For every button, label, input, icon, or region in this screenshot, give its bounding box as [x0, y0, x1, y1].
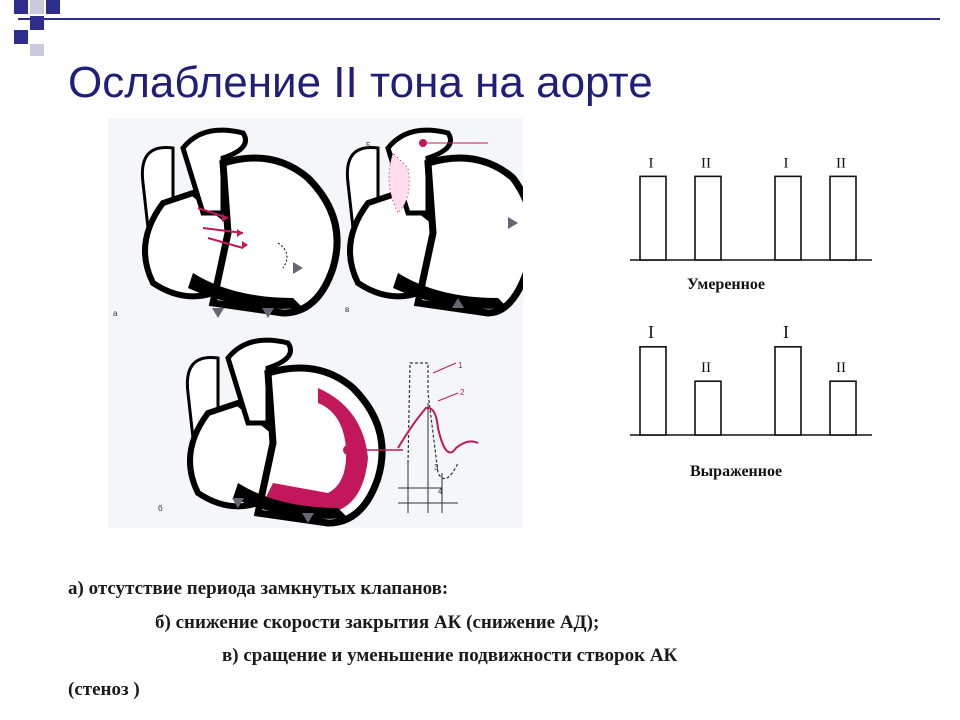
bar-label-3: I: [783, 155, 789, 172]
bar-label-3: I: [783, 321, 789, 342]
panel-b-label: б: [158, 504, 163, 513]
marker-2: 2: [460, 388, 465, 397]
bar-label-4: II: [836, 155, 846, 172]
caption-line-d: (стеноз ): [68, 679, 140, 700]
chart-caption-moderate: Умеренное: [687, 276, 765, 293]
caption-line-a: а) отсутствие периода замкнутых клапанов:: [68, 578, 449, 599]
marker-3: 3: [434, 463, 439, 472]
bar-chart-pronounced: [625, 300, 875, 445]
bar-chart-moderate: [625, 130, 875, 270]
bar-2: [695, 381, 721, 435]
caption-line-c: в) сращение и уменьшение подвижности створок АК: [222, 645, 678, 666]
bar-2: [695, 176, 721, 260]
panel-v-label: в: [345, 305, 350, 314]
bar-label-4: II: [836, 360, 846, 377]
panel-a-label: а: [113, 309, 118, 318]
bar-label-1: I: [648, 155, 654, 172]
marker-1: 1: [458, 361, 463, 370]
corner-decoration: [0, 0, 80, 60]
slide-title: Ослабление II тона на аорте: [68, 58, 653, 107]
bar-label-2: II: [701, 155, 711, 172]
bar-3: [775, 176, 801, 260]
header-rule: [18, 18, 940, 20]
bar-1: [640, 176, 666, 260]
bar-4: [830, 176, 856, 260]
bar-3: [775, 347, 801, 435]
heart-diagrams-figure: [108, 118, 523, 528]
chart-caption-pronounced: Выраженное: [690, 463, 783, 480]
bar-label-2: II: [701, 360, 711, 377]
bar-label-1: I: [648, 321, 654, 342]
bar-4: [830, 381, 856, 435]
marker-5: 5: [366, 141, 371, 150]
marker-4: 4: [438, 487, 443, 496]
caption-line-b: б) снижение скорости закрытия АК (снижение АД);: [155, 612, 600, 633]
bar-1: [640, 347, 666, 435]
